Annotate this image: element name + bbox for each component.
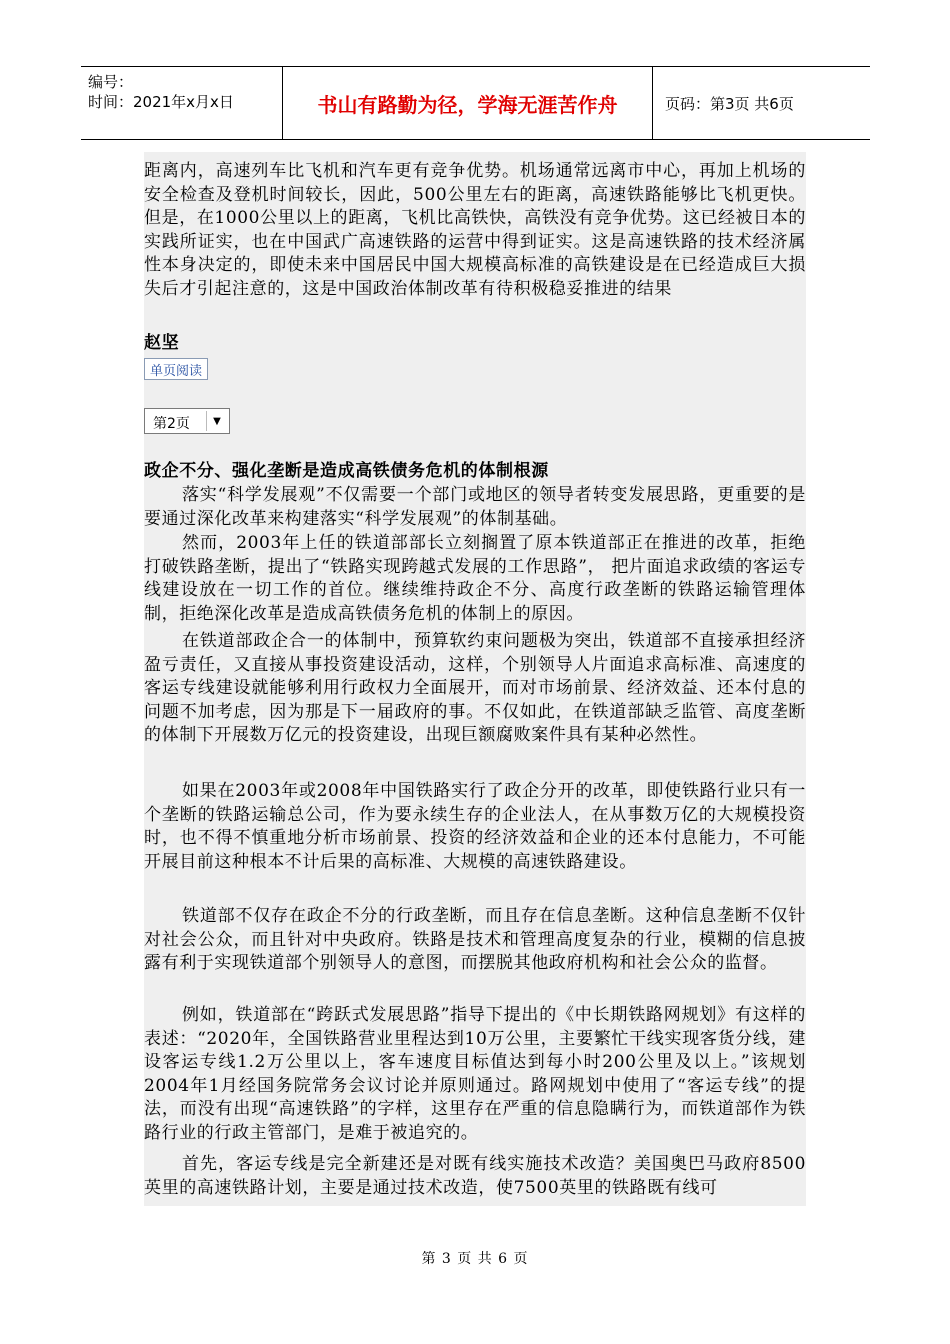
paragraph: 首先，客运专线是完全新建还是对既有线实施技术改造？美国奥巴马政府8500英里的高速铁路计划，主要是通过技术改造，使7500英里的铁路既有线可: [144, 1154, 806, 1198]
single-page-read-button[interactable]: 单页阅读: [144, 358, 208, 380]
header-page-info: 页码：第3页 共6页: [665, 94, 794, 113]
page-select-value: 第2页: [153, 416, 190, 432]
paragraph: 然而，2003年上任的铁道部部长立刻搁置了原本铁道部正在推进的改革，拒绝打破铁路垄断，提出了“铁路实现跨越式发展的工作思路”， 把片面追求政绩的客运专线建设放在一切工作的首位。继续维持政企不分、高度行政垄断的铁路运输管理体制，拒绝深化改革是造成高铁债务危机的体制上的原因。: [144, 533, 806, 624]
paragraph: 铁道部不仅存在政企不分的行政垄断，而且存在信息垄断。这种信息垄断不仅针对社会公众，而且针对中央政府。铁路是技术和管理高度复杂的行业，模糊的信息披露有利于实现铁道部个别领导人的意图，而摆脱其他政府机构和社会公众的监督。: [144, 906, 806, 974]
author-name: 赵坚: [144, 333, 180, 353]
paragraph: 在铁道部政企合一的体制中，预算软约束问题极为突出，铁道部不直接承担经济盈亏责任，又直接从事投资建设活动，这样，个别领导人片面追求高标准、高速度的客运专线建设就能够利用行政权力全面展开，而对市场前景、经济效益、还本付息的问题不加考虑，因为那是下一届政府的事。不仅如此，在铁道部缺乏监管、高度垄断的体制下开展数万亿元的投资建设，出现巨额腐败案件具有某种必然性。: [144, 631, 806, 746]
page-footer: 第 3 页 共 6 页: [421, 1251, 529, 1267]
intro-paragraph: 距离内，高速列车比飞机和汽车更有竞争优势。机场通常远离市中心，再加上机场的安全检查及登机时间较长，因此，500公里左右的距离，高速铁路能够比飞机更快。但是，在1000公里以上的距离，飞机比高铁快，高铁没有竞争优势。这已经被日本的实践所证实，也在中国武广高速铁路的运营中得到证实。这是高速铁路的技术经济属性本身决定的，即使未来中国居民中国大规模高标准的高铁建设是在已经造成巨大损失后才引起注意的，这是中国政治体制改革有待积极稳妥推进的结果: [144, 161, 806, 299]
chevron-down-icon[interactable]: ▼: [206, 411, 227, 431]
paragraph: 落实“科学发展观”不仅需要一个部门或地区的领导者转变发展思路，更重要的是要通过深化改革来构建落实“科学发展观”的体制基础。: [144, 485, 806, 529]
document-header: [81, 66, 870, 140]
paragraph: 例如，铁道部在“跨跃式发展思路”指导下提出的《中长期铁路网规划》有这样的表述：“2020年，全国铁路营业里程达到10万公里，主要繁忙干线实现客货分线，建设客运专线1.2万公里以上，客车速度目标值达到每小时200公里及以上。”该规划2004年1月经国务院常务会议讨论并原则通过。路网规划中使用了“客运专线”的提法，而没有出现“高速铁路”的字样，这里存在严重的信息隐瞒行为，而铁道部作为铁路行业的行政主管部门，是难于被追究的。: [144, 1005, 806, 1143]
page-select[interactable]: [144, 408, 230, 434]
section-title: 政企不分、强化垄断是造成高铁债务危机的体制根源: [144, 461, 549, 481]
header-motto: 书山有路勤为径，学海无涯苦作舟: [317, 92, 618, 117]
header-meta: [81, 67, 281, 139]
number-label: 编号：: [88, 73, 134, 91]
paragraph: 如果在2003年或2008年中国铁路实行了政企分开的改革，即使铁路行业只有一个垄断的铁路运输总公司，作为要永续生存的企业法人，在从事数万亿的大规模投资时，也不得不慎重地分析市场前景、投资的经济效益和企业的还本付息能力，不可能开展目前这种根本不计后果的高标准、大规模的高速铁路建设。: [144, 781, 806, 872]
time-label: 时间：2021年x月x日: [88, 93, 234, 111]
